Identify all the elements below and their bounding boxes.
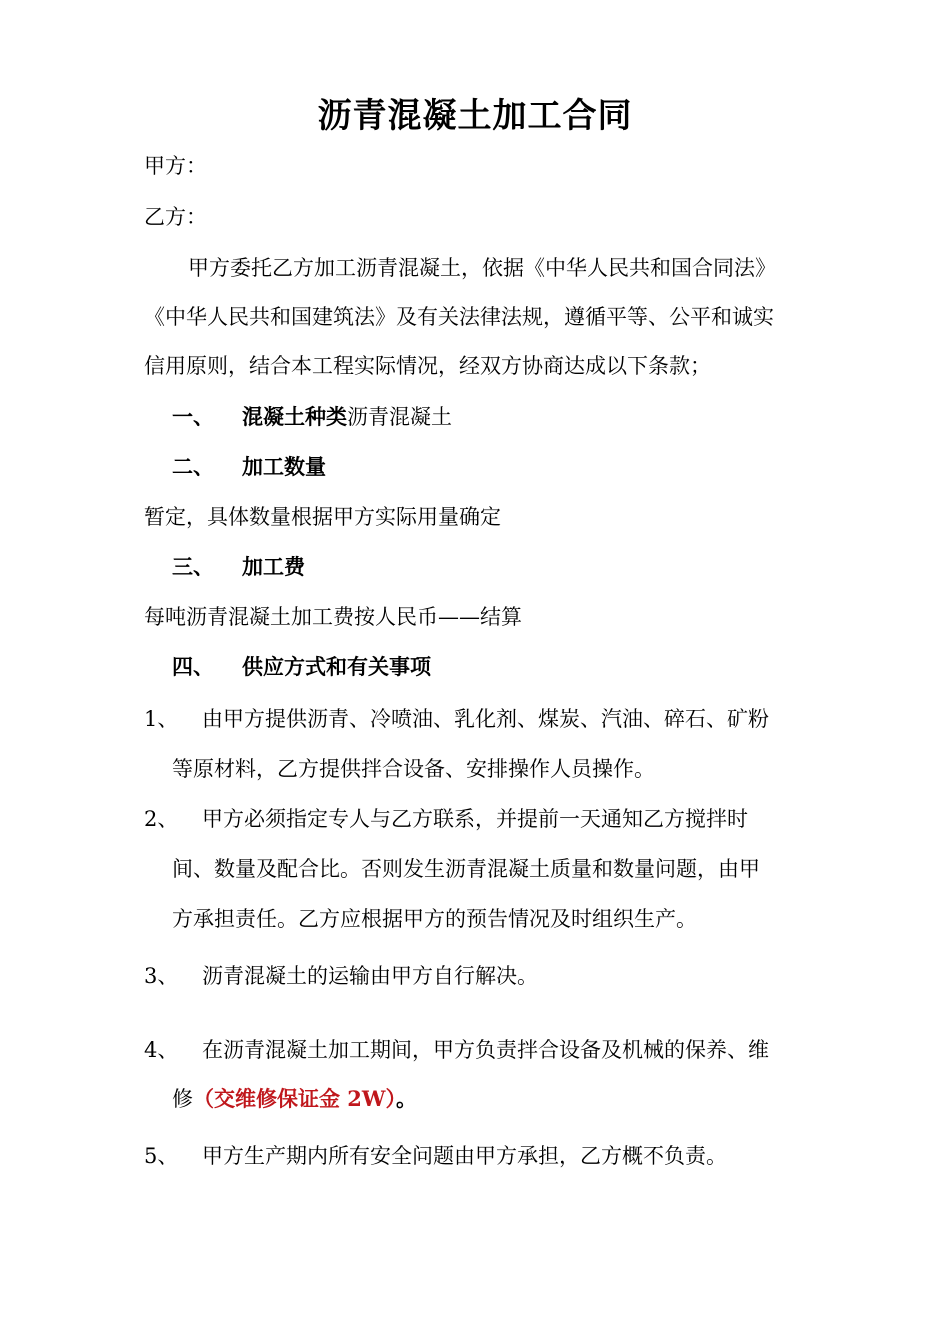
item-4-line-2: [172, 1085, 417, 1113]
item-3-line-1: [144, 962, 538, 990]
item-number: 3、: [144, 964, 179, 988]
section-4-heading: [172, 653, 431, 681]
document-title: 沥青混凝土加工合同: [317, 96, 633, 136]
item-text: 甲方生产期内所有安全问题由甲方承担，乙方概不负责。: [202, 1144, 727, 1168]
item-4-line-1: [144, 1036, 769, 1064]
item-text: 由甲方提供沥青、冷喷油、乳化剂、煤炭、汽油、碎石、矿粉: [202, 707, 769, 731]
item-1-line-1: [144, 705, 769, 733]
item-number: 4、: [144, 1038, 179, 1062]
item-2-line-3: 方承担责任。乙方应根据甲方的预告情况及时组织生产。: [172, 907, 697, 931]
item-5-line-1: [144, 1142, 727, 1170]
intro-line-2: 《中华人民共和国建筑法》及有关法律法规，遵循平等、公平和诚实: [144, 305, 774, 329]
item-2-line-2: 间、数量及配合比。否则发生沥青混凝土质量和数量问题，由甲: [172, 857, 760, 881]
section-number: 一、: [172, 405, 214, 429]
section-title: 混凝土种类: [242, 405, 347, 429]
item-text: 甲方必须指定专人与乙方联系，并提前一天通知乙方搅拌时: [202, 807, 748, 831]
section-number: 二、: [172, 455, 214, 479]
section-2-body: 暂定，具体数量根据甲方实际用量确定: [144, 505, 501, 529]
section-inline-text: 沥青混凝土: [347, 405, 452, 429]
item-text: 在沥青混凝土加工期间，甲方负责拌合设备及机械的保养、维: [202, 1038, 769, 1062]
section-title: 加工费: [242, 555, 305, 579]
item-2-line-1: [144, 805, 748, 833]
party-a-line: 甲方：: [144, 154, 207, 178]
section-number: 四、: [172, 655, 214, 679]
section-number: 三、: [172, 555, 214, 579]
intro-line-3: 信用原则，结合本工程实际情况，经双方协商达成以下条款；: [144, 354, 711, 378]
party-b-line: 乙方：: [144, 205, 207, 229]
item-text: 修: [172, 1087, 193, 1111]
item-number: 1、: [144, 707, 179, 731]
deposit-highlight: （交维修保证金 2W）: [193, 1086, 397, 1111]
item-text: 沥青混凝土的运输由甲方自行解决。: [202, 964, 538, 988]
section-2-heading: [172, 453, 326, 481]
item-1-line-2: 等原材料，乙方提供拌合设备、安排操作人员操作。: [172, 757, 655, 781]
section-1-heading: [172, 403, 452, 431]
item-number: 2、: [144, 807, 179, 831]
section-title: 供应方式和有关事项: [242, 655, 431, 679]
section-3-heading: [172, 553, 305, 581]
section-title: 加工数量: [242, 455, 326, 479]
intro-line-1: 甲方委托乙方加工沥青混凝土，依据《中华人民共和国合同法》: [188, 256, 776, 280]
section-3-body: 每吨沥青混凝土加工费按人民币——结算: [144, 605, 522, 629]
item-number: 5、: [144, 1144, 179, 1168]
item-text-end: 。: [396, 1087, 418, 1111]
